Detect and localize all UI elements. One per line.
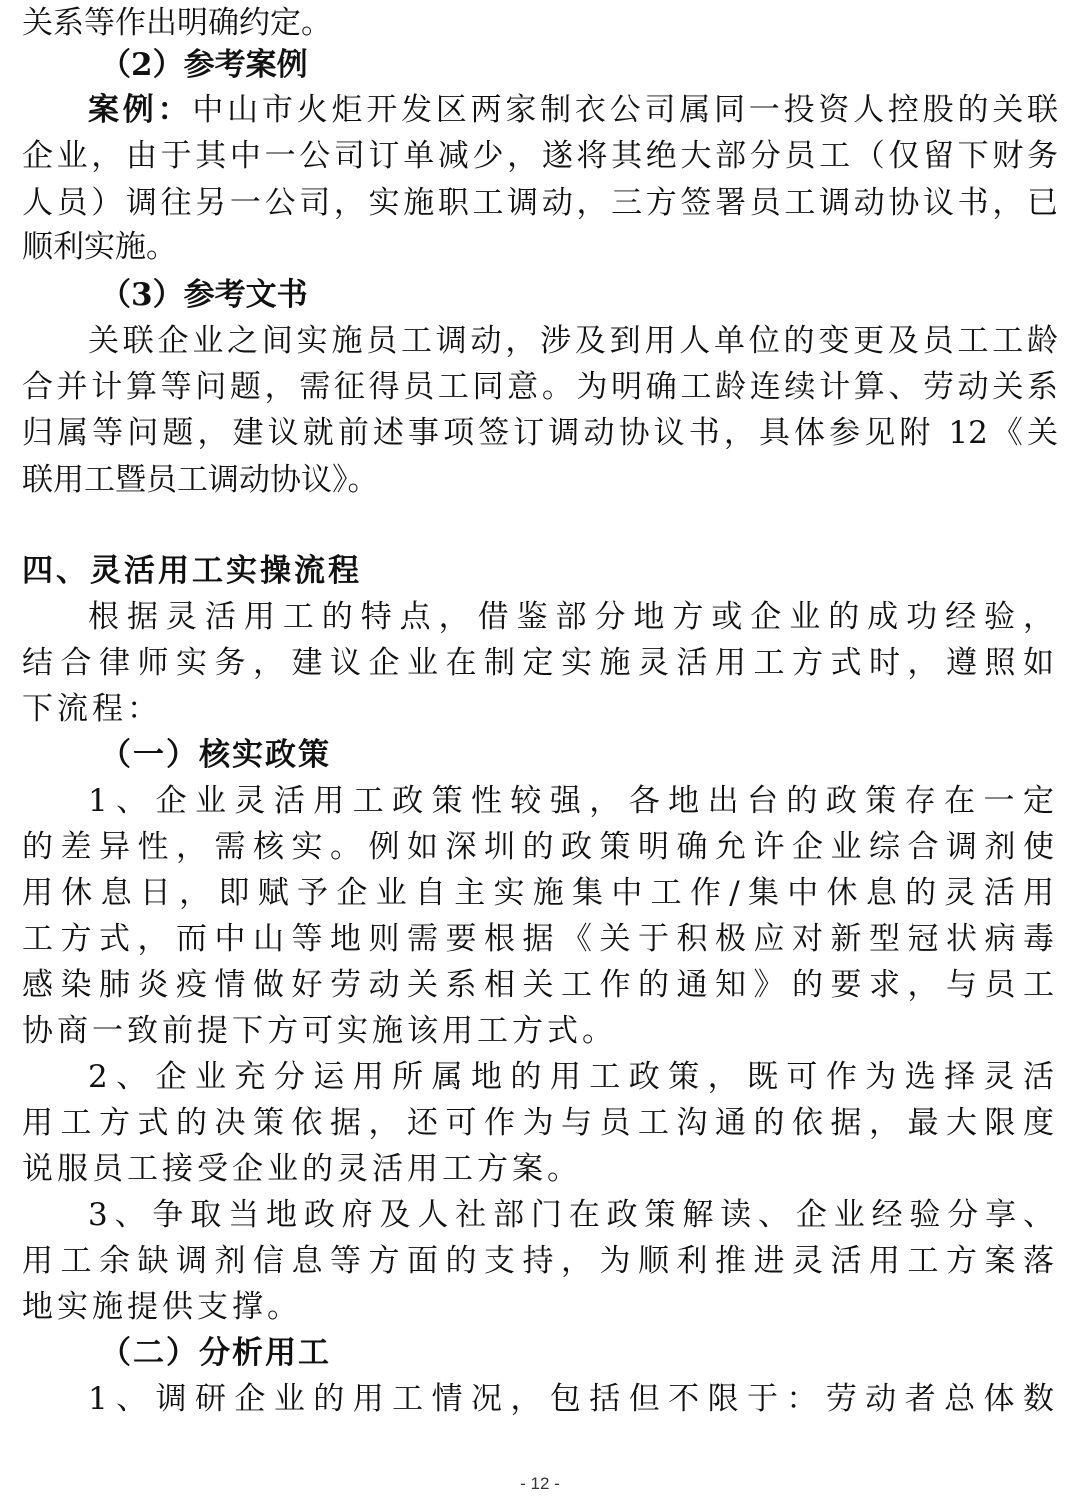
body-line: 的差异性，需核实。例如深圳的政策明确允许企业综合调剂使 (22, 829, 1058, 865)
subheading-reference-docs: （3）参考文书 (100, 277, 308, 313)
body-line: 结合律师实务，建议企业在制定实施灵活用工方式时，遵照如 (22, 645, 1058, 681)
body-line: 地实施提供支撑。 (22, 1289, 302, 1325)
case-text: 中山市火炬开发区两家制衣公司属同一投资人控股的关联 (192, 92, 1058, 128)
body-line: 关联企业之间实施员工调动，涉及到用人单位的变更及员工工龄 (88, 323, 1058, 359)
body-line: 关系等作出明确约定。 (22, 5, 332, 41)
body-line: 顺利实施。 (22, 229, 177, 265)
section-heading: 四、灵活用工实操流程 (22, 553, 362, 589)
body-line: 协商一致前提下方可实施该用工方式。 (22, 1013, 617, 1049)
subheading-reference-case: （2）参考案例 (100, 47, 308, 83)
body-line: 合并计算等问题，需征得员工同意。为明确工龄连续计算、劳动关系 (22, 369, 1058, 405)
case-label: 案例： (88, 92, 193, 128)
body-line: 企业，由于其中一公司订单减少，遂将其绝大部分员工（仅留下财务 (22, 138, 1058, 174)
body-line: 用休息日，即赋予企业自主实施集中工作/集中休息的灵活用 (22, 875, 1058, 911)
body-line: 工方式，而中山等地则需要根据《关于积极应对新型冠状病毒 (22, 921, 1058, 957)
body-line: 3、争取当地政府及人社部门在政策解读、企业经验分享、 (88, 1197, 1058, 1233)
body-line: 人员）调往另一公司，实施职工调动，三方签署员工调动协议书，已 (22, 185, 1058, 221)
body-line: 用工方式的决策依据，还可作为与员工沟通的依据，最大限度 (22, 1105, 1058, 1141)
body-line: 联用工暨员工调动协议》。 (22, 462, 379, 498)
body-line: 下流程： (22, 691, 162, 727)
page-number: - 12 - (520, 1474, 560, 1493)
body-line: 1、调研企业的用工情况，包括但不限于：劳动者总体数 (88, 1381, 1058, 1417)
body-line: 用工余缺调剂信息等方面的支持，为顺利推进灵活用工方案落 (22, 1243, 1058, 1279)
body-line: 2、企业充分运用所属地的用工政策，既可作为选择灵活 (88, 1059, 1058, 1095)
body-line: 归属等问题，建议就前述事项签订调动协议书，具体参见附 12《关 (22, 415, 1058, 451)
body-line: 感染肺炎疫情做好劳动关系相关工作的通知》的要求，与员工 (22, 967, 1058, 1003)
body-line: 根据灵活用工的特点，借鉴部分地方或企业的成功经验， (88, 599, 1058, 635)
body-line: 说服员工接受企业的灵活用工方案。 (22, 1151, 582, 1187)
subheading-verify-policy: （一）核实政策 (100, 737, 331, 773)
body-line (88, 87, 1058, 133)
subheading-analyze-employment: （二）分析用工 (100, 1335, 331, 1371)
body-line: 1、企业灵活用工政策性较强，各地出台的政策存在一定 (88, 783, 1058, 819)
